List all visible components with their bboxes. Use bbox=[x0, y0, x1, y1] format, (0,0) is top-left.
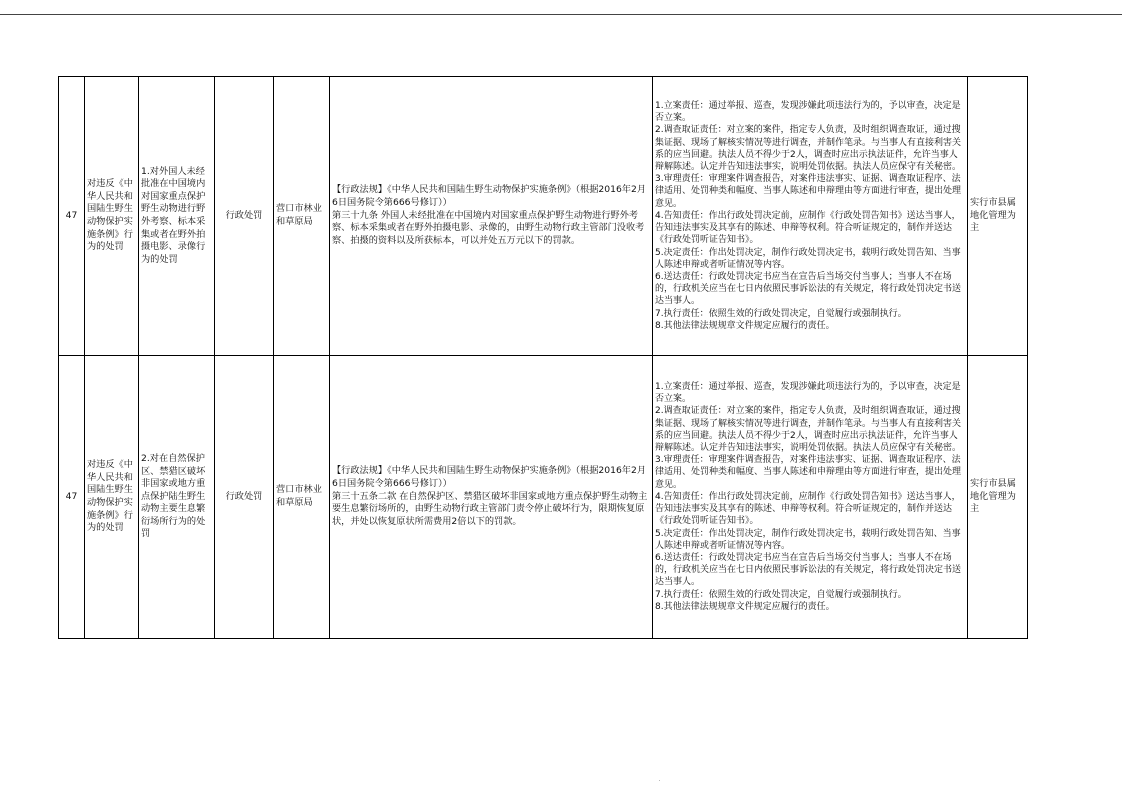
row-index: 47 bbox=[59, 77, 85, 356]
remark: 实行市县属地化管理为主 bbox=[968, 77, 1028, 356]
responsibility-item: 6.送达责任：行政处罚决定书应当在宣告后当场交付当事人；当事人不在场的，行政机关应当在七日内依照民事诉讼法的有关规定，将行政处罚决定书送达当事人。 bbox=[655, 271, 962, 307]
responsibility-item: 1.立案责任：通过举报、巡查，发现涉嫌此项违法行为的，予以审查，决定是否立案。 bbox=[655, 382, 961, 405]
responsibility-item: 5.决定责任：作出处罚决定，制作行政处罚决定书，载明行政处罚告知、当事人陈述申辩或者听证情况等内容。 bbox=[655, 247, 961, 270]
responsibility-list bbox=[653, 77, 968, 356]
item-name: 对违反《中华人民共和国陆生野生动物保护实施条例》行为的处罚 bbox=[85, 356, 139, 639]
power-type: 行政处罚 bbox=[215, 77, 274, 356]
responsibility-item: 3.审理责任：审理案件调查报告，对案件违法事实、证据、调查取证程序、法律适用、处罚种类和幅度、当事人陈述和申辩理由等方面进行审查，提出处理意见。 bbox=[655, 174, 962, 209]
responsibility-item: 1.立案责任：通过举报、巡查，发现涉嫌此项违法行为的，予以审查，决定是否立案。 bbox=[655, 101, 961, 124]
responsibility-item: 7.执行责任：依照生效的行政处罚决定，自觉履行或强制执行。 bbox=[655, 589, 907, 600]
responsibility-list bbox=[653, 356, 968, 639]
responsibility-item: 6.送达责任：行政处罚决定书应当在宣告后当场交付当事人；当事人不在场的，行政机关应当在七日内依照民事诉讼法的有关规定，将行政处罚决定书送达当事人。 bbox=[655, 552, 962, 588]
table-body bbox=[59, 77, 1028, 639]
responsibility-item: 4.告知责任：作出行政处罚决定前，应制作《行政处罚告知书》送达当事人，告知违法事实及其享有的陈述、申辩等权利。符合听证规定的，制作并送达《行政处罚听证告知书》。 bbox=[655, 210, 961, 246]
legal-basis-text: 【行政法规】《中华人民共和国陆生野生动物保护实施条例》（根据2016年2月6日国务院令第666号修订）） 第三十九条 外国人未经批准在中国境内对国家重点保护野生动物进行野外考察、标本采集或者在野外拍摄电影、录像的，由野生动物行政主管部门没收考察、拍摄的资料以及所获标本，可以并处五万元以下的罚款。 bbox=[332, 184, 647, 247]
responsibility-item: 8.其他法律法规规章文件规定应履行的责任。 bbox=[655, 601, 835, 612]
power-list-table bbox=[58, 76, 1028, 639]
scan-speck bbox=[659, 780, 660, 781]
sub-item-name: 1.对外国人未经批准在中国境内对国家重点保护野生动物进行野外考察、标本采集或者在野外拍摄电影、录像行为的处罚 bbox=[139, 77, 215, 356]
legal-basis bbox=[330, 77, 653, 356]
power-type: 行政处罚 bbox=[215, 356, 274, 639]
table-row bbox=[59, 356, 1028, 639]
remark: 实行市县属地化管理为主 bbox=[968, 356, 1028, 639]
row-index: 47 bbox=[59, 356, 85, 639]
department: 营口市林业和草原局 bbox=[274, 356, 330, 639]
responsibility-item: 3.审理责任：审理案件调查报告，对案件违法事实、证据、调查取证程序、法律适用、处罚种类和幅度、当事人陈述和申辩理由等方面进行审查，提出处理意见。 bbox=[655, 455, 962, 490]
item-name: 对违反《中华人民共和国陆生野生动物保护实施条例》行为的处罚 bbox=[85, 77, 139, 356]
responsibility-item: 7.执行责任：依照生效的行政处罚决定，自觉履行或强制执行。 bbox=[655, 308, 907, 319]
sub-item-name: 2.对在自然保护区、禁猎区破坏非国家或地方重点保护陆生野生动物主要生息繁衍场所行为的处罚 bbox=[139, 356, 215, 639]
responsibility-item: 5.决定责任：作出处罚决定，制作行政处罚决定书，载明行政处罚告知、当事人陈述申辩或者听证情况等内容。 bbox=[655, 528, 961, 551]
department: 营口市林业和草原局 bbox=[274, 77, 330, 356]
responsibility-item: 2.调查取证责任：对立案的案件，指定专人负责，及时组织调查取证，通过搜集证据、现场了解核实情况等进行调查，并制作笔录。与当事人有直接利害关系的应当回避。执法人员不得少于2人，调查时应出示执法证件，允许当事人辩解陈述。认定并告知违法事实，说明处罚依据。执法人员应保守有关秘密。 bbox=[655, 406, 962, 454]
responsibility-item: 8.其他法律法规规章文件规定应履行的责任。 bbox=[655, 320, 835, 331]
top-rule bbox=[0, 14, 1122, 15]
responsibility-item: 2.调查取证责任：对立案的案件，指定专人负责，及时组织调查取证，通过搜集证据、现场了解核实情况等进行调查，并制作笔录。与当事人有直接利害关系的应当回避。执法人员不得少于2人，调查时应出示执法证件，允许当事人辩解陈述。认定并告知违法事实，说明处罚依据。执法人员应保守有关秘密。 bbox=[655, 125, 962, 173]
table-row bbox=[59, 77, 1028, 356]
legal-basis-text: 【行政法规】《中华人民共和国陆生野生动物保护实施条例》（根据2016年2月6日国务院令第666号修订）） 第三十五条二款 在自然保护区、禁猎区破坏非国家或地方重点保护野生动物主要生息繁衍场所的，由野生动物行政主管部门责令停止破坏行为，限期恢复原状，并处以恢复原状所需费用2倍以下的罚款。 bbox=[332, 465, 648, 528]
responsibility-item: 4.告知责任：作出行政处罚决定前，应制作《行政处罚告知书》送达当事人，告知违法事实及其享有的陈述、申辩等权利。符合听证规定的，制作并送达《行政处罚听证告知书》。 bbox=[655, 491, 961, 527]
legal-basis bbox=[330, 356, 653, 639]
